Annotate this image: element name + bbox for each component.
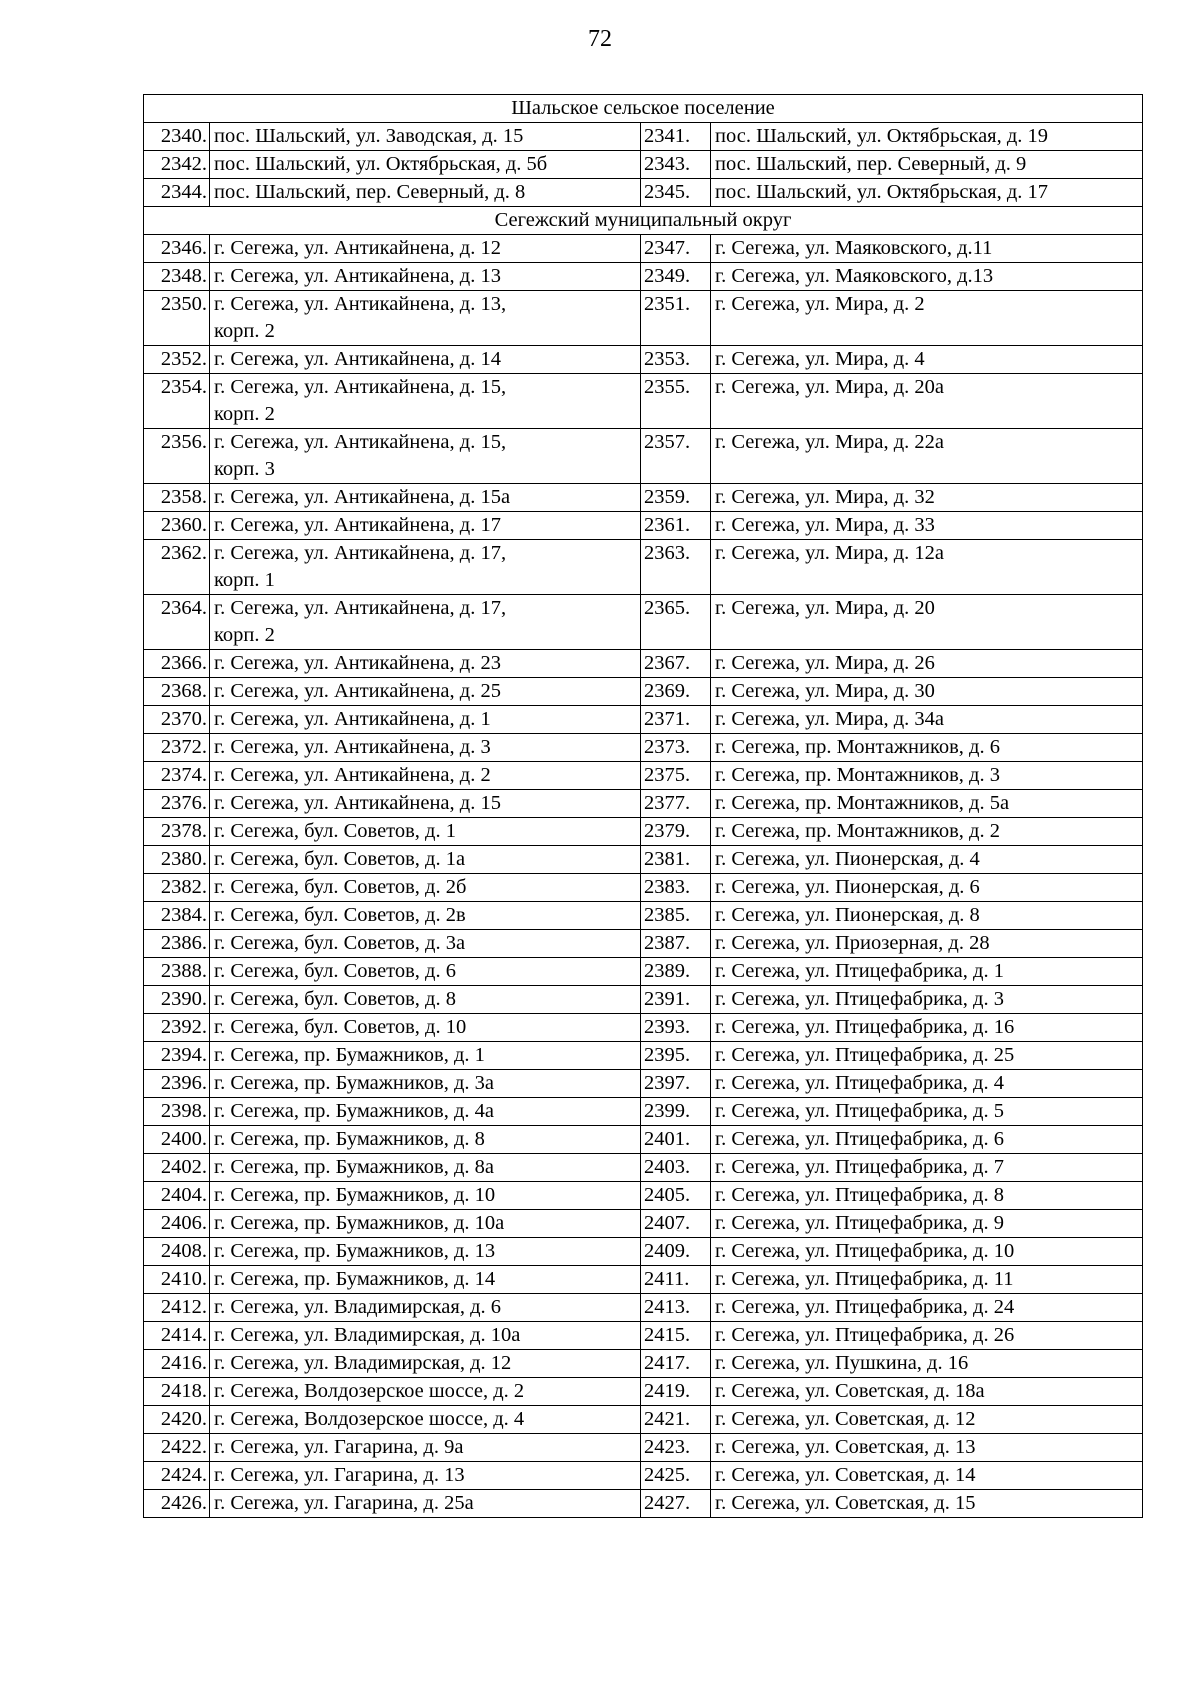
table-row: [144, 762, 1143, 790]
entry-address: пос. Шальский, пер. Северный, д. 9: [711, 151, 1143, 179]
entry-address: г. Сегежа, бул. Советов, д. 2в: [210, 902, 641, 930]
entry-address: г. Сегежа, ул. Мира, д. 12а: [711, 540, 1143, 595]
entry-address: г. Сегежа, ул. Советская, д. 13: [711, 1434, 1143, 1462]
entry-address: пос. Шальский, ул. Октябрьская, д. 17: [711, 179, 1143, 207]
entry-address: г. Сегежа, ул. Маяковского, д.11: [711, 235, 1143, 263]
table-row: [144, 930, 1143, 958]
entry-address: г. Сегежа, ул. Птицефабрика, д. 24: [711, 1294, 1143, 1322]
entry-address: г. Сегежа, пр. Бумажников, д. 8а: [210, 1154, 641, 1182]
entry-address: г. Сегежа, бул. Советов, д. 8: [210, 986, 641, 1014]
table-row: [144, 790, 1143, 818]
entry-address: г. Сегежа, ул. Приозерная, д. 28: [711, 930, 1143, 958]
table-row: [144, 263, 1143, 291]
table-row: [144, 1238, 1143, 1266]
entry-number: 2361.: [641, 512, 711, 540]
section-title: Шальское сельское поселение: [144, 95, 1143, 123]
entry-number: 2400.: [144, 1126, 210, 1154]
entry-number: 2352.: [144, 346, 210, 374]
entry-number: 2382.: [144, 874, 210, 902]
entry-number: 2417.: [641, 1350, 711, 1378]
entry-number: 2401.: [641, 1126, 711, 1154]
entry-address: г. Сегежа, ул. Гагарина, д. 25а: [210, 1490, 641, 1518]
table-row: [144, 1042, 1143, 1070]
entry-number: 2412.: [144, 1294, 210, 1322]
table-row: [144, 706, 1143, 734]
entry-address: г. Сегежа, ул. Антикайнена, д. 17: [210, 512, 641, 540]
table-row: [144, 484, 1143, 512]
entry-number: 2423.: [641, 1434, 711, 1462]
entry-address: г. Сегежа, ул. Мира, д. 4: [711, 346, 1143, 374]
entry-address: г. Сегежа, ул. Антикайнена, д. 23: [210, 650, 641, 678]
entry-address: г. Сегежа, ул. Птицефабрика, д. 8: [711, 1182, 1143, 1210]
entry-address: г. Сегежа, бул. Советов, д. 10: [210, 1014, 641, 1042]
entry-address: г. Сегежа, ул. Мира, д. 20: [711, 595, 1143, 650]
entry-address: г. Сегежа, ул. Антикайнена, д. 13, корп. 2: [210, 291, 641, 346]
entry-number: 2413.: [641, 1294, 711, 1322]
entry-number: 2367.: [641, 650, 711, 678]
entry-address: г. Сегежа, ул. Пионерская, д. 6: [711, 874, 1143, 902]
entry-number: 2406.: [144, 1210, 210, 1238]
entry-number: 2424.: [144, 1462, 210, 1490]
entry-number: 2347.: [641, 235, 711, 263]
entry-number: 2372.: [144, 734, 210, 762]
entry-address: г. Сегежа, ул. Пушкина, д. 16: [711, 1350, 1143, 1378]
entry-address: г. Сегежа, пр. Бумажников, д. 13: [210, 1238, 641, 1266]
entry-number: 2353.: [641, 346, 711, 374]
entry-number: 2369.: [641, 678, 711, 706]
entry-address: г. Сегежа, пр. Монтажников, д. 3: [711, 762, 1143, 790]
entry-number: 2366.: [144, 650, 210, 678]
entry-number: 2409.: [641, 1238, 711, 1266]
entry-number: 2373.: [641, 734, 711, 762]
entry-number: 2389.: [641, 958, 711, 986]
entry-number: 2344.: [144, 179, 210, 207]
table-row: [144, 1462, 1143, 1490]
entry-address: г. Сегежа, ул. Пионерская, д. 4: [711, 846, 1143, 874]
page-number: 72: [588, 26, 612, 52]
entry-number: 2402.: [144, 1154, 210, 1182]
entry-number: 2414.: [144, 1322, 210, 1350]
entry-number: 2342.: [144, 151, 210, 179]
entry-address: пос. Шальский, ул. Октябрьская, д. 5б: [210, 151, 641, 179]
section-header-row: [144, 207, 1143, 235]
entry-number: 2346.: [144, 235, 210, 263]
entry-address: г. Сегежа, ул. Антикайнена, д. 15: [210, 790, 641, 818]
entry-address: г. Сегежа, пр. Монтажников, д. 6: [711, 734, 1143, 762]
table-row: [144, 678, 1143, 706]
entry-number: 2387.: [641, 930, 711, 958]
entry-address: г. Сегежа, ул. Маяковского, д.13: [711, 263, 1143, 291]
entry-number: 2393.: [641, 1014, 711, 1042]
entry-address: г. Сегежа, ул. Антикайнена, д. 2: [210, 762, 641, 790]
table-row: [144, 512, 1143, 540]
entry-number: 2356.: [144, 429, 210, 484]
table-row: [144, 374, 1143, 429]
entry-number: 2391.: [641, 986, 711, 1014]
entry-address: г. Сегежа, Волдозерское шоссе, д. 2: [210, 1378, 641, 1406]
table-row: [144, 540, 1143, 595]
table-row: [144, 123, 1143, 151]
table-row: [144, 291, 1143, 346]
table-row: [144, 902, 1143, 930]
table-row: [144, 1434, 1143, 1462]
entry-number: 2397.: [641, 1070, 711, 1098]
entry-address: г. Сегежа, ул. Птицефабрика, д. 5: [711, 1098, 1143, 1126]
table-row: [144, 235, 1143, 263]
entry-address: г. Сегежа, ул. Мира, д. 22а: [711, 429, 1143, 484]
table-row: [144, 595, 1143, 650]
entry-address: г. Сегежа, ул. Мира, д. 34а: [711, 706, 1143, 734]
entry-address: г. Сегежа, ул. Птицефабрика, д. 11: [711, 1266, 1143, 1294]
entry-number: 2368.: [144, 678, 210, 706]
entry-number: 2405.: [641, 1182, 711, 1210]
entry-address: г. Сегежа, ул. Антикайнена, д. 17, корп. 2: [210, 595, 641, 650]
entry-address: г. Сегежа, ул. Антикайнена, д. 1: [210, 706, 641, 734]
entry-number: 2380.: [144, 846, 210, 874]
entry-address: г. Сегежа, ул. Птицефабрика, д. 3: [711, 986, 1143, 1014]
entry-address: г. Сегежа, ул. Птицефабрика, д. 4: [711, 1070, 1143, 1098]
entry-address: пос. Шальский, пер. Северный, д. 8: [210, 179, 641, 207]
entry-number: 2375.: [641, 762, 711, 790]
table-row: [144, 958, 1143, 986]
entry-address: г. Сегежа, бул. Советов, д. 1а: [210, 846, 641, 874]
entry-address: г. Сегежа, ул. Советская, д. 14: [711, 1462, 1143, 1490]
entry-address: г. Сегежа, ул. Птицефабрика, д. 10: [711, 1238, 1143, 1266]
table-row: [144, 1070, 1143, 1098]
entry-number: 2362.: [144, 540, 210, 595]
entry-address: г. Сегежа, ул. Птицефабрика, д. 6: [711, 1126, 1143, 1154]
entry-number: 2383.: [641, 874, 711, 902]
entry-address: г. Сегежа, ул. Антикайнена, д. 15, корп. 3: [210, 429, 641, 484]
entry-address: г. Сегежа, ул. Антикайнена, д. 25: [210, 678, 641, 706]
entry-number: 2398.: [144, 1098, 210, 1126]
entry-number: 2355.: [641, 374, 711, 429]
entry-number: 2381.: [641, 846, 711, 874]
entry-number: 2343.: [641, 151, 711, 179]
entry-number: 2392.: [144, 1014, 210, 1042]
entry-address: г. Сегежа, ул. Владимирская, д. 10а: [210, 1322, 641, 1350]
entry-number: 2410.: [144, 1266, 210, 1294]
entry-address: г. Сегежа, ул. Мира, д. 26: [711, 650, 1143, 678]
entry-address: г. Сегежа, ул. Пионерская, д. 8: [711, 902, 1143, 930]
table-row: [144, 1490, 1143, 1518]
entry-address: г. Сегежа, бул. Советов, д. 3а: [210, 930, 641, 958]
entry-number: 2426.: [144, 1490, 210, 1518]
entry-number: 2388.: [144, 958, 210, 986]
table-row: [144, 734, 1143, 762]
entry-address: г. Сегежа, ул. Антикайнена, д. 12: [210, 235, 641, 263]
entry-address: г. Сегежа, ул. Гагарина, д. 13: [210, 1462, 641, 1490]
entry-number: 2348.: [144, 263, 210, 291]
entry-number: 2396.: [144, 1070, 210, 1098]
table-row: [144, 1154, 1143, 1182]
entry-address: г. Сегежа, пр. Бумажников, д. 8: [210, 1126, 641, 1154]
entry-address: г. Сегежа, ул. Советская, д. 12: [711, 1406, 1143, 1434]
entry-address: пос. Шальский, ул. Заводская, д. 15: [210, 123, 641, 151]
entry-address: г. Сегежа, ул. Птицефабрика, д. 26: [711, 1322, 1143, 1350]
entry-number: 2408.: [144, 1238, 210, 1266]
entry-address: г. Сегежа, бул. Советов, д. 2б: [210, 874, 641, 902]
entry-number: 2350.: [144, 291, 210, 346]
entry-number: 2399.: [641, 1098, 711, 1126]
entry-address: г. Сегежа, бул. Советов, д. 6: [210, 958, 641, 986]
entry-number: 2411.: [641, 1266, 711, 1294]
address-table: [143, 94, 1143, 1518]
entry-address: г. Сегежа, ул. Советская, д. 18а: [711, 1378, 1143, 1406]
entry-number: 2351.: [641, 291, 711, 346]
table-row: [144, 346, 1143, 374]
entry-number: 2357.: [641, 429, 711, 484]
entry-number: 2341.: [641, 123, 711, 151]
entry-address: г. Сегежа, Волдозерское шоссе, д. 4: [210, 1406, 641, 1434]
entry-address: г. Сегежа, ул. Владимирская, д. 12: [210, 1350, 641, 1378]
entry-address: г. Сегежа, ул. Мира, д. 20а: [711, 374, 1143, 429]
entry-address: г. Сегежа, ул. Птицефабрика, д. 16: [711, 1014, 1143, 1042]
table-row: [144, 1266, 1143, 1294]
entry-number: 2349.: [641, 263, 711, 291]
entry-address: г. Сегежа, пр. Бумажников, д. 1: [210, 1042, 641, 1070]
entry-number: 2376.: [144, 790, 210, 818]
entry-address: г. Сегежа, ул. Антикайнена, д. 3: [210, 734, 641, 762]
entry-address: г. Сегежа, бул. Советов, д. 1: [210, 818, 641, 846]
entry-number: 2354.: [144, 374, 210, 429]
table-row: [144, 1210, 1143, 1238]
entry-address: г. Сегежа, пр. Бумажников, д. 3а: [210, 1070, 641, 1098]
entry-number: 2407.: [641, 1210, 711, 1238]
entry-number: 2418.: [144, 1378, 210, 1406]
entry-number: 2377.: [641, 790, 711, 818]
entry-number: 2395.: [641, 1042, 711, 1070]
entry-number: 2360.: [144, 512, 210, 540]
entry-address: г. Сегежа, ул. Антикайнена, д. 14: [210, 346, 641, 374]
entry-number: 2371.: [641, 706, 711, 734]
entry-address: г. Сегежа, ул. Мира, д. 33: [711, 512, 1143, 540]
entry-number: 2386.: [144, 930, 210, 958]
table-row: [144, 1126, 1143, 1154]
table-row: [144, 1378, 1143, 1406]
entry-address: г. Сегежа, ул. Птицефабрика, д. 9: [711, 1210, 1143, 1238]
entry-address: г. Сегежа, ул. Птицефабрика, д. 25: [711, 1042, 1143, 1070]
entry-number: 2425.: [641, 1462, 711, 1490]
entry-number: 2358.: [144, 484, 210, 512]
entry-number: 2363.: [641, 540, 711, 595]
entry-number: 2385.: [641, 902, 711, 930]
entry-number: 2364.: [144, 595, 210, 650]
entry-number: 2340.: [144, 123, 210, 151]
table-row: [144, 986, 1143, 1014]
entry-number: 2422.: [144, 1434, 210, 1462]
entry-address: г. Сегежа, ул. Птицефабрика, д. 1: [711, 958, 1143, 986]
entry-number: 2419.: [641, 1378, 711, 1406]
entry-address: г. Сегежа, пр. Бумажников, д. 14: [210, 1266, 641, 1294]
entry-number: 2359.: [641, 484, 711, 512]
entry-address: г. Сегежа, ул. Мира, д. 32: [711, 484, 1143, 512]
entry-number: 2384.: [144, 902, 210, 930]
entry-address: г. Сегежа, ул. Антикайнена, д. 13: [210, 263, 641, 291]
table-row: [144, 1294, 1143, 1322]
entry-number: 2379.: [641, 818, 711, 846]
entry-address: г. Сегежа, ул. Мира, д. 30: [711, 678, 1143, 706]
entry-address: г. Сегежа, ул. Мира, д. 2: [711, 291, 1143, 346]
entry-address: пос. Шальский, ул. Октябрьская, д. 19: [711, 123, 1143, 151]
entry-number: 2370.: [144, 706, 210, 734]
table-row: [144, 1014, 1143, 1042]
table-row: [144, 151, 1143, 179]
entry-number: 2415.: [641, 1322, 711, 1350]
entry-number: 2374.: [144, 762, 210, 790]
entry-number: 2421.: [641, 1406, 711, 1434]
table-row: [144, 874, 1143, 902]
entry-address: г. Сегежа, пр. Монтажников, д. 5а: [711, 790, 1143, 818]
entry-address: г. Сегежа, ул. Антикайнена, д. 15а: [210, 484, 641, 512]
entry-number: 2390.: [144, 986, 210, 1014]
entry-address: г. Сегежа, ул. Гагарина, д. 9а: [210, 1434, 641, 1462]
section-header-row: [144, 95, 1143, 123]
entry-number: 2420.: [144, 1406, 210, 1434]
table-row: [144, 1406, 1143, 1434]
table-row: [144, 1098, 1143, 1126]
table-row: [144, 818, 1143, 846]
entry-number: 2403.: [641, 1154, 711, 1182]
table-row: [144, 650, 1143, 678]
entry-address: г. Сегежа, ул. Советская, д. 15: [711, 1490, 1143, 1518]
entry-number: 2378.: [144, 818, 210, 846]
table-row: [144, 429, 1143, 484]
entry-address: г. Сегежа, ул. Антикайнена, д. 15, корп. 2: [210, 374, 641, 429]
entry-address: г. Сегежа, ул. Антикайнена, д. 17, корп. 1: [210, 540, 641, 595]
table-row: [144, 179, 1143, 207]
section-title: Сегежский муниципальный округ: [144, 207, 1143, 235]
entry-number: 2404.: [144, 1182, 210, 1210]
table-row: [144, 1350, 1143, 1378]
entry-address: г. Сегежа, пр. Бумажников, д. 4а: [210, 1098, 641, 1126]
entry-address: г. Сегежа, ул. Владимирская, д. 6: [210, 1294, 641, 1322]
address-table-body: [144, 95, 1143, 1518]
table-row: [144, 1322, 1143, 1350]
entry-number: 2416.: [144, 1350, 210, 1378]
table-row: [144, 1182, 1143, 1210]
entry-address: г. Сегежа, пр. Бумажников, д. 10: [210, 1182, 641, 1210]
entry-number: 2394.: [144, 1042, 210, 1070]
entry-number: 2427.: [641, 1490, 711, 1518]
entry-number: 2365.: [641, 595, 711, 650]
entry-address: г. Сегежа, пр. Монтажников, д. 2: [711, 818, 1143, 846]
entry-address: г. Сегежа, ул. Птицефабрика, д. 7: [711, 1154, 1143, 1182]
table-row: [144, 846, 1143, 874]
entry-number: 2345.: [641, 179, 711, 207]
entry-address: г. Сегежа, пр. Бумажников, д. 10а: [210, 1210, 641, 1238]
